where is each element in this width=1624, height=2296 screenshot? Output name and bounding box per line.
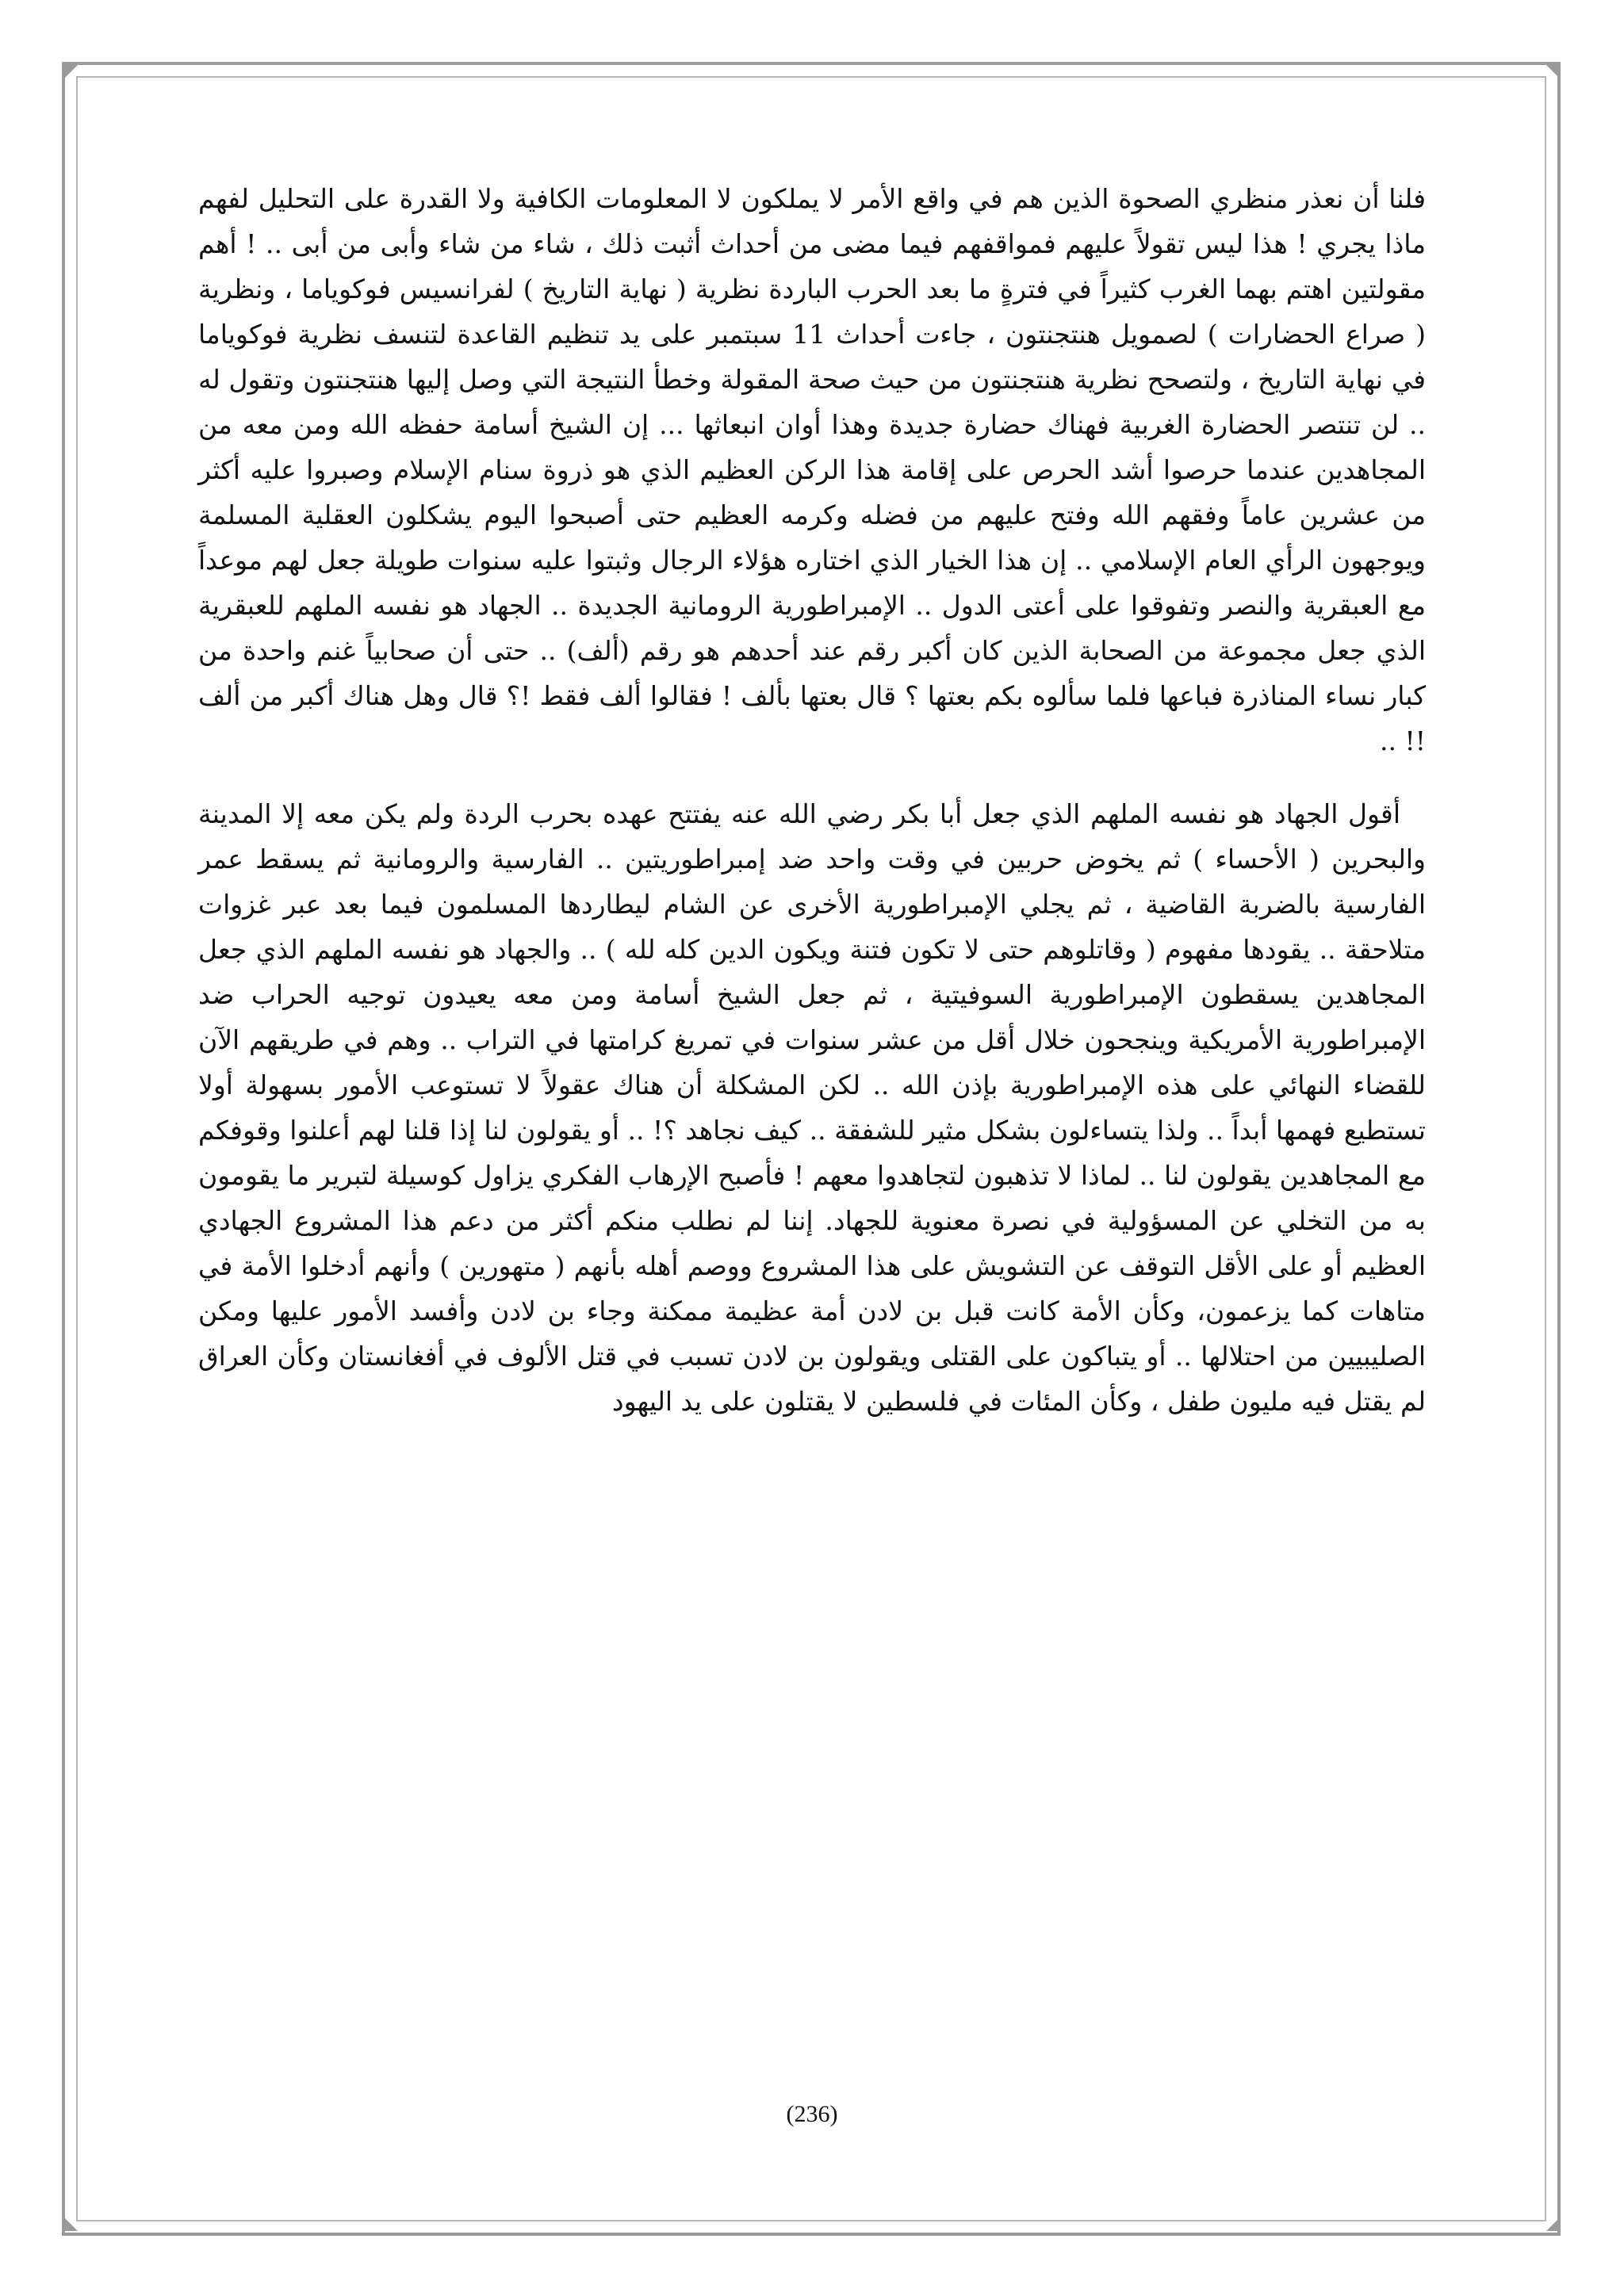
corner-ornament xyxy=(1546,2218,1559,2231)
page-body xyxy=(198,176,1426,1424)
corner-ornament xyxy=(1546,65,1559,78)
paragraph: فلنا أن نعذر منظري الصحوة الذين هم في واقع الأمر لا يملكون لا المعلومات الكافية ولا القدرة على التحليل لفهم ماذا يجري ! هذا ليس تقولاً عليهم فمواقفهم فيما مضى من أحداث أثبت ذلك ، شاء من شاء وأبى من أبى .. ! أهم مقولتين اهتم بهما الغرب كثيراً في فترةٍ ما بعد الحرب الباردة نظرية ( نهاية التاريخ ) لفرانسيس فوكوياما ، ونظرية ( صراع الحضارات ) لصمويل هنتجنتون ، جاءت أحداث 11 سبتمبر على يد تنظيم القاعدة لتنسف نظرية فوكوياما في نهاية التاريخ ، ولتصحح نظرية هنتجنتون من حيث صحة المقولة وخطأ النتيجة التي وصل إليها هنتجنتون وتقول له .. لن تنتصر الحضارة الغربية فهناك حضارة جديدة وهذا أوان انبعاثها ... إن الشيخ أسامة حفظه الله ومن معه من المجاهدين عندما حرصوا أشد الحرص على إقامة هذا الركن العظيم الذي هو ذروة سنام الإسلام وصبروا عليه أكثر من عشرين عاماً وفقهم الله وفتح عليهم من فضله وكرمه العظيم حتى أصبحوا اليوم يشكلون العقلية المسلمة ويوجهون الرأي العام الإسلامي .. إن هذا الخيار الذي اختاره هؤلاء الرجال وثبتوا عليه سنوات طويلة جعل لهم موعداً مع العبقرية والنصر وتفوقوا على أعتى الدول .. الإمبراطورية الرومانية الجديدة .. الجهاد هو نفسه الملهم للعبقرية الذي جعل مجموعة من الصحابة الذين كان أكبر رقم عند أحدهم هو رقم (ألف) .. حتى أن صحابياً غنم واحدة من كبار نساء المناذرة فباعها فلما سألوه بكم بعتها ؟ قال بعتها بألف ! فقالوا ألف فقط !؟ قال وهل هناك أكبر من ألف !! .. xyxy=(198,183,1426,756)
corner-ornament xyxy=(65,65,78,78)
paragraph: أقول الجهاد هو نفسه الملهم الذي جعل أبا بكر رضي الله عنه يفتتح عهده بحرب الردة ولم يكن معه إلا المدينة والبحرين ( الأحساء ) ثم يخوض حربين في وقت واحد ضد إمبراطوريتين .. الفارسية والرومانية ثم يسقط عمر الفارسية بالضربة القاضية ، ثم يجلي الإمبراطورية الأخرى عن الشام ليطاردها المسلمون فيما بعد عبر غزوات متلاحقة .. يقودها مفهوم ( وقاتلوهم حتى لا تكون فتنة ويكون الدين كله لله ) .. والجهاد هو نفسه الملهم الذي جعل المجاهدين يسقطون الإمبراطورية السوفيتية ، ثم جعل الشيخ أسامة ومن معه يعيدون توجيه الحراب ضد الإمبراطورية الأمريكية وينجحون خلال أقل من عشر سنوات في تمريغ كرامتها في التراب .. وهم في طريقهم الآن للقضاء النهائي على هذه الإمبراطورية بإذن الله .. لكن المشكلة أن هناك عقولاً لا تستوعب الأمور بسهولة أولا تستطيع فهمها أبداً .. ولذا يتساءلون بشكل مثير للشفقة .. كيف نجاهد ؟! .. أو يقولون لنا إذا قلنا لهم أعلنوا وقوفكم مع المجاهدين يقولون لنا .. لماذا لا تذهبون لتجاهدوا معهم ! فأصبح الإرهاب الفكري يزاول كوسيلة لتبرير ما يقومون به من التخلي عن المسؤولية في نصرة معنوية للجهاد. إننا لم نطلب منكم أكثر من دعم هذا المشروع الجهادي العظيم أو على الأقل التوقف عن التشويش على هذا المشروع ووصم أهله بأنهم ( متهورين ) وأنهم أدخلوا الأمة في متاهات كما يزعمون، وكأن الأمة كانت قبل بن لادن أمة عظيمة ممكنة وجاء بن لادن وأفسد الأمور عليها ومكن الصليبيين من احتلالها .. أو يتباكون على القتلى ويقولون بن لادن تسبب في قتل الألوف في أفغانستان وكأن العراق لم يقتل فيه مليون طفل ، وكأن المئات في فلسطين لا يقتلون على يد اليهود xyxy=(198,798,1426,1417)
page-number: (236) xyxy=(786,2101,838,2127)
corner-ornament xyxy=(65,2218,78,2231)
